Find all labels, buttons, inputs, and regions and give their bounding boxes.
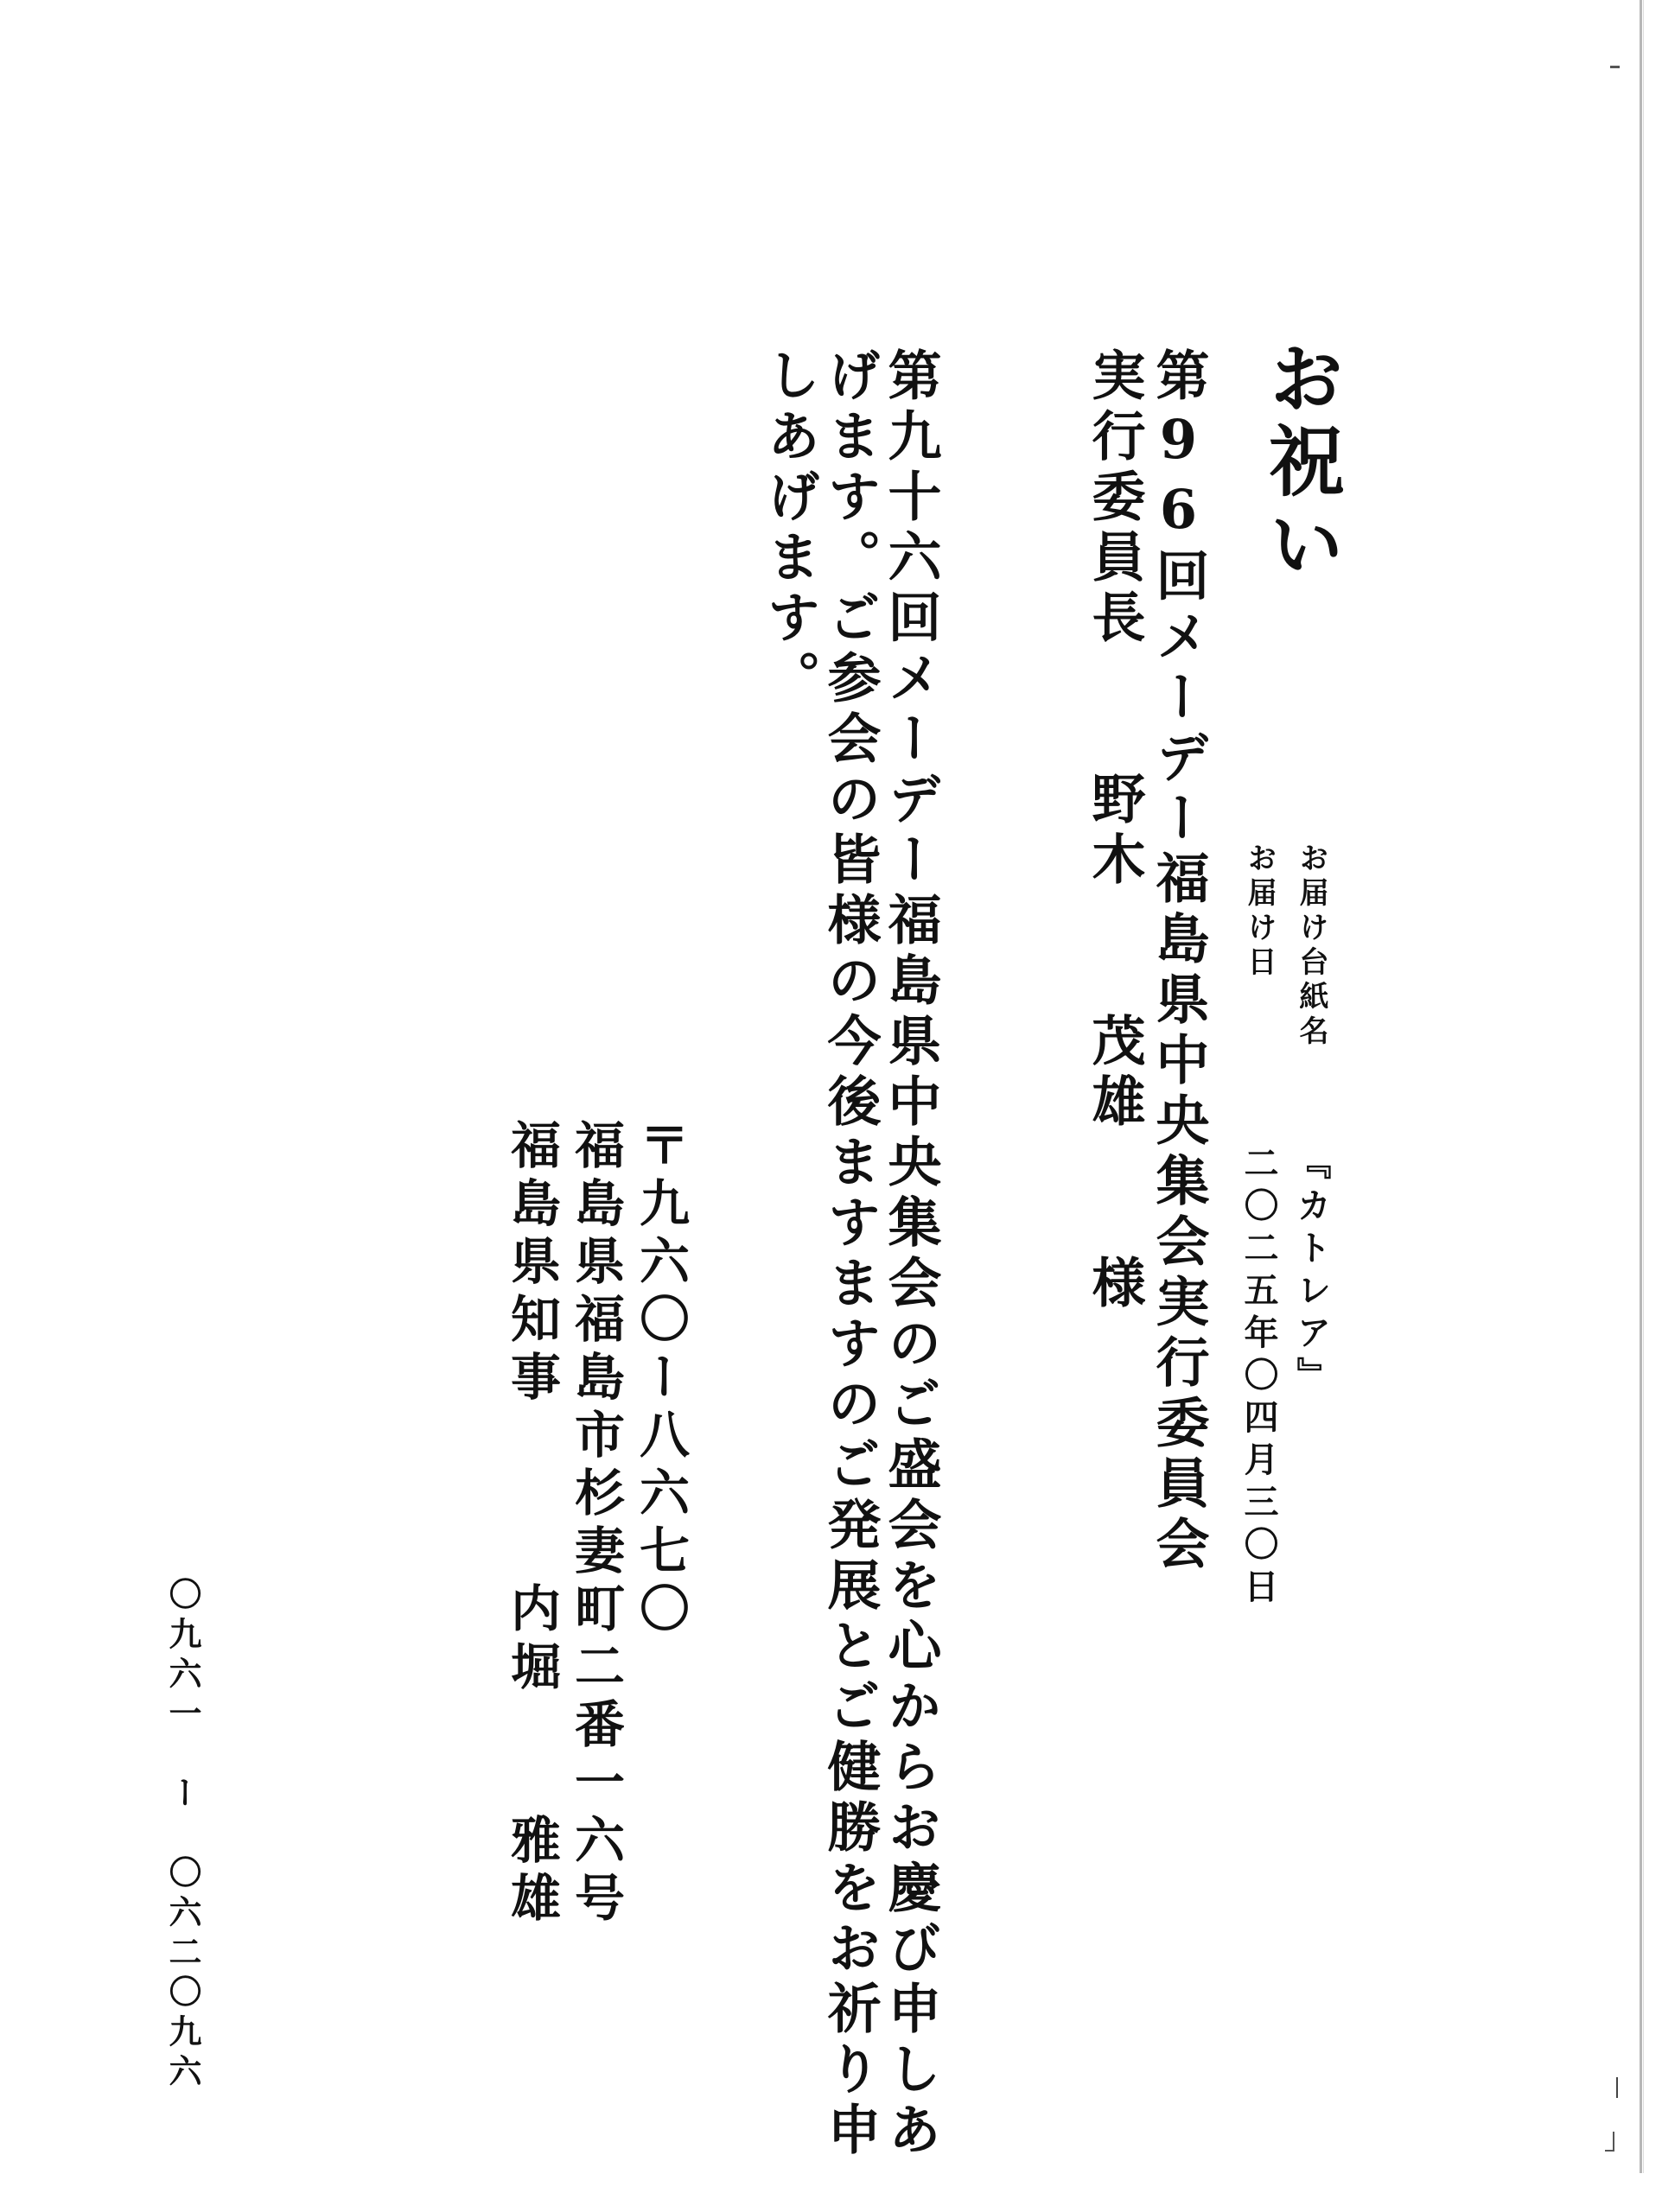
message-line-1: 第九十六回メーデー福島県中央集会のご盛会を心からお慶び申しあ xyxy=(879,347,942,2162)
corner-mark-vertical xyxy=(1613,2132,1614,2151)
message-line-2: げます。ご参会の皆様の今後ますますのご発展とご健勝をお祈り申 xyxy=(818,347,882,2162)
document-title: お祝い xyxy=(1257,339,1347,588)
top-edge-mark xyxy=(1610,66,1620,68)
page-edge-line xyxy=(1640,0,1642,2173)
mount-name-label: お届け台紙名 xyxy=(1294,842,1328,1050)
addressee-organization: 第96回メーデー福島県中央集会実行委員会 xyxy=(1147,347,1210,1576)
sender-name: 福島県知事 内堀 雅雄 xyxy=(502,1119,561,1929)
sender-address: 福島県福島市杉妻町二番一六号 xyxy=(566,1119,625,1929)
phone-number: 〇九六一 ー 〇六二〇九六 xyxy=(163,1577,202,2094)
page-edge-shadow xyxy=(1643,0,1644,2173)
delivery-date-label: お届け日 xyxy=(1242,842,1277,981)
message-line-3: しあげます。 xyxy=(758,347,821,710)
delivery-date-value: 二〇二五年〇四月三〇日 xyxy=(1239,1145,1279,1611)
bottom-edge-mark xyxy=(1616,2077,1618,2098)
mount-name-value: 『カトレア』 xyxy=(1291,1145,1332,1399)
sender-postal-code: 〒九六〇ー八六七〇 xyxy=(631,1119,690,1640)
corner-mark-horizontal xyxy=(1605,2150,1614,2152)
addressee-name: 実行委員長 野木 茂雄 様 xyxy=(1083,347,1146,1315)
